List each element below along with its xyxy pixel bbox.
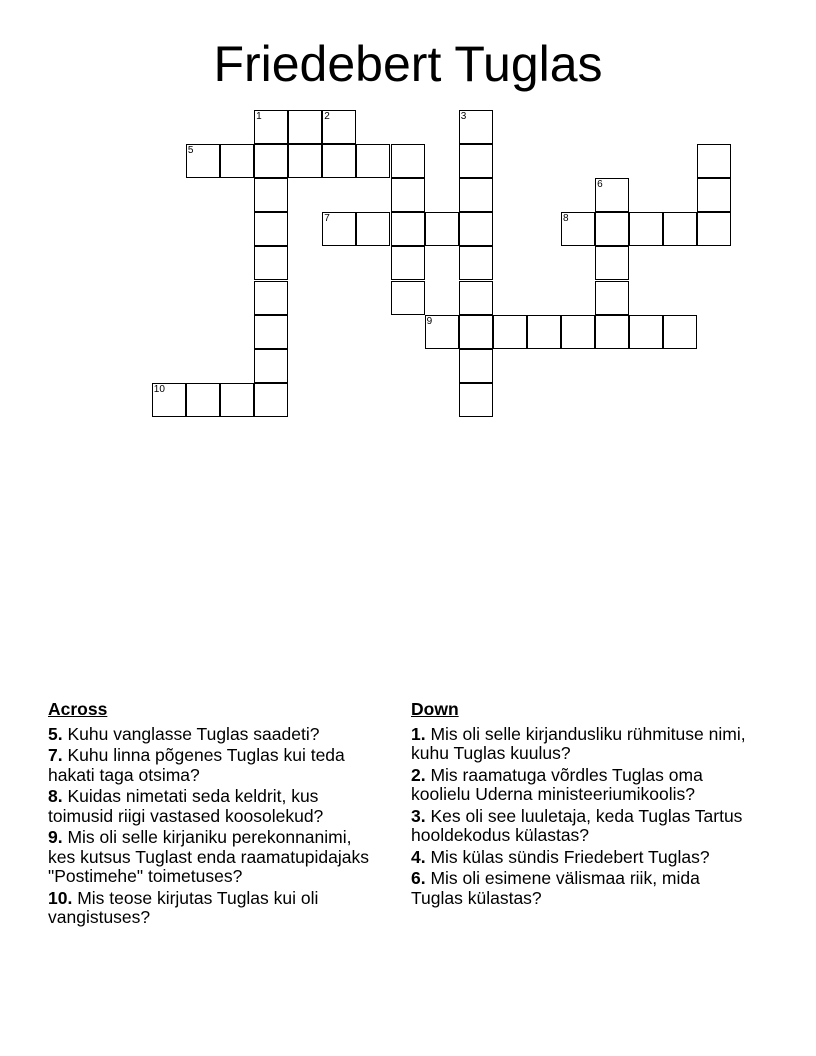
grid-cell[interactable]: [663, 315, 697, 349]
clue-text: Kuidas nimetati seda keldrit, kus toimusid riigi vastased koosolekud?: [48, 786, 324, 826]
page-title: Friedebert Tuglas: [213, 36, 603, 92]
clue-number: 6.: [411, 868, 426, 888]
clue-number: 4.: [411, 846, 426, 867]
grid-cell[interactable]: [459, 246, 493, 280]
clue-number: 10.: [48, 887, 73, 908]
grid-cell[interactable]: [288, 144, 322, 178]
grid-cell[interactable]: [459, 383, 493, 417]
grid-cell[interactable]: [459, 281, 493, 315]
across-clues: [48, 700, 378, 930]
clue-text: Kuhu vanglasse Tuglas saadeti?: [62, 723, 320, 744]
clue-number: 3.: [411, 805, 426, 826]
grid-cell[interactable]: [459, 110, 493, 144]
clue-text: Mis külas sündis Friedebert Tuglas?: [425, 846, 710, 867]
clue-across-9: [48, 828, 378, 887]
clue-text: Mis oli selle kirjandusliku rühmituse nimi, kuhu Tuglas kuulus?: [411, 723, 746, 763]
clue-number-label: 2: [324, 111, 330, 122]
grid-cell[interactable]: [391, 178, 425, 212]
grid-cell[interactable]: [459, 144, 493, 178]
clue-number-label: 8: [563, 213, 569, 225]
grid-cell[interactable]: [254, 212, 288, 246]
grid-cell[interactable]: [697, 212, 731, 246]
grid-cell[interactable]: [425, 212, 459, 246]
grid-cell[interactable]: [391, 144, 425, 178]
clue-across-8: [48, 787, 378, 826]
grid-cell[interactable]: [391, 281, 425, 315]
clue-down-2: [411, 766, 751, 805]
grid-cell[interactable]: [322, 144, 356, 178]
clue-across-5: [48, 725, 378, 745]
grid-cell[interactable]: [595, 246, 629, 280]
clue-down-1: [411, 725, 751, 764]
down-heading: Down: [411, 699, 459, 719]
grid-cell[interactable]: [561, 212, 595, 246]
grid-cell[interactable]: [254, 281, 288, 315]
clue-number: 7.: [48, 745, 63, 765]
grid-cell[interactable]: [425, 315, 459, 349]
grid-cell[interactable]: [254, 110, 288, 144]
clue-number-label: 5: [187, 145, 194, 157]
grid-cell[interactable]: [493, 315, 527, 349]
clue-down-4: [411, 848, 751, 868]
grid-cell[interactable]: [356, 144, 390, 178]
grid-cell[interactable]: [356, 212, 390, 246]
clue-number: 2.: [411, 764, 426, 785]
clue-number: 5.: [48, 723, 63, 744]
clue-text: Mis raamatuga võrdles Tuglas oma koolielu Uderna ministeeriumikoolis?: [411, 764, 703, 804]
down-clues: [411, 700, 751, 910]
clue-number-label: 6: [597, 179, 603, 191]
clue-number-label: 7: [324, 213, 330, 225]
grid-cell[interactable]: [629, 212, 663, 246]
clue-text: Kuhu linna põgenes Tuglas kui teda hakati taga otsima?: [48, 745, 345, 785]
clue-number-label: 10: [153, 383, 165, 395]
grid-cell[interactable]: [459, 349, 493, 383]
clue-number: 1.: [411, 723, 426, 744]
grid-cell[interactable]: [220, 383, 254, 417]
grid-cell[interactable]: [254, 383, 288, 417]
grid-cell[interactable]: [595, 212, 629, 246]
clue-across-7: [48, 746, 378, 785]
grid-cell[interactable]: [322, 110, 356, 144]
grid-cell[interactable]: [561, 315, 595, 349]
clue-across-10: [48, 889, 378, 928]
clue-text: Mis oli selle kirjaniku perekonnanimi, kes kutsus Tuglast enda raamatupidajaks "Postimehe" toimetuses?: [48, 827, 370, 886]
grid-cell[interactable]: [391, 246, 425, 280]
grid-cell[interactable]: [459, 315, 493, 349]
grid-cell[interactable]: [595, 178, 629, 212]
clue-down-3: [411, 807, 751, 846]
grid-cell[interactable]: [152, 383, 186, 417]
clue-number-label: 3: [460, 111, 467, 122]
crossword-grid: [0, 0, 816, 430]
clue-number-label: 1: [256, 111, 262, 122]
grid-cell[interactable]: [254, 178, 288, 212]
grid-cell[interactable]: [322, 212, 356, 246]
clue-number: 9.: [48, 827, 63, 847]
grid-cell[interactable]: [697, 178, 731, 212]
clue-number-label: 9: [426, 315, 433, 327]
grid-cell[interactable]: [254, 144, 288, 178]
grid-cell[interactable]: [288, 110, 322, 144]
grid-cell[interactable]: [186, 383, 220, 417]
grid-cell[interactable]: [629, 315, 663, 349]
clue-text: Mis oli esimene välismaa riik, mida Tuglas külastas?: [411, 868, 700, 908]
grid-cell[interactable]: [527, 315, 561, 349]
clue-down-6: [411, 869, 751, 908]
grid-cell[interactable]: [254, 246, 288, 280]
grid-cell[interactable]: [186, 144, 220, 178]
grid-cell[interactable]: [459, 212, 493, 246]
grid-cell[interactable]: [595, 315, 629, 349]
grid-cell[interactable]: [663, 212, 697, 246]
grid-cell[interactable]: [220, 144, 254, 178]
clue-number: 8.: [48, 786, 63, 806]
grid-cell[interactable]: [697, 144, 731, 178]
clue-text: Mis teose kirjutas Tuglas kui oli vangistuses?: [48, 887, 319, 927]
grid-cell[interactable]: [595, 281, 629, 315]
grid-cell[interactable]: [391, 212, 425, 246]
grid-cell[interactable]: [254, 315, 288, 349]
grid-cell[interactable]: [254, 349, 288, 383]
grid-cell[interactable]: [459, 178, 493, 212]
clue-text: Kes oli see luuletaja, keda Tuglas Tartus hooldekodus külastas?: [411, 805, 743, 845]
across-heading: Across: [48, 699, 108, 719]
